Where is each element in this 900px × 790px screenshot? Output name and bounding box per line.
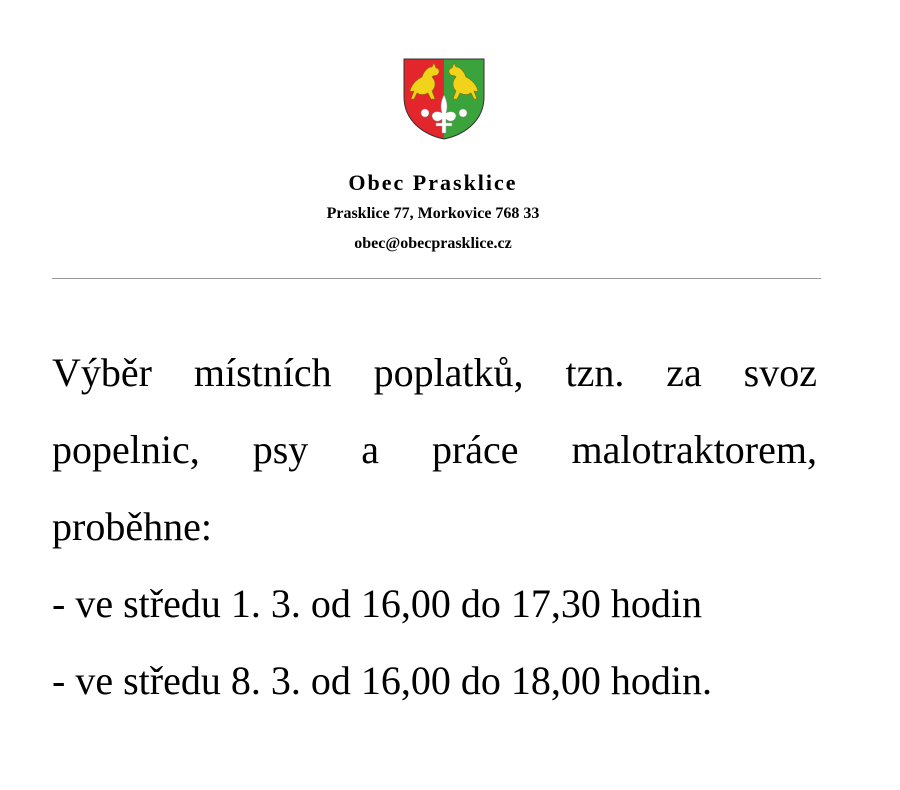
municipality-email: obec@obecprasklice.cz bbox=[354, 235, 512, 252]
notice-line: proběhne: bbox=[52, 504, 212, 549]
header-divider bbox=[52, 278, 821, 279]
notice-line: Výběr místních poplatků, tzn. za svoz bbox=[52, 350, 817, 395]
municipality-address: Prasklice 77, Morkovice 768 33 bbox=[326, 205, 540, 222]
municipality-name: Obec Prasklice bbox=[348, 170, 518, 195]
schedule-item: - ve středu 1. 3. od 16,00 do 17,30 hodin bbox=[52, 581, 702, 626]
fee-collection-notice bbox=[52, 334, 817, 719]
notice-line: popelnic, psy a práce malotraktorem, bbox=[52, 427, 817, 472]
coat-of-arms-logo bbox=[402, 57, 486, 141]
coat-of-arms-icon bbox=[402, 57, 486, 141]
schedule-item: - ve středu 8. 3. od 16,00 do 18,00 hodin. bbox=[52, 658, 712, 703]
